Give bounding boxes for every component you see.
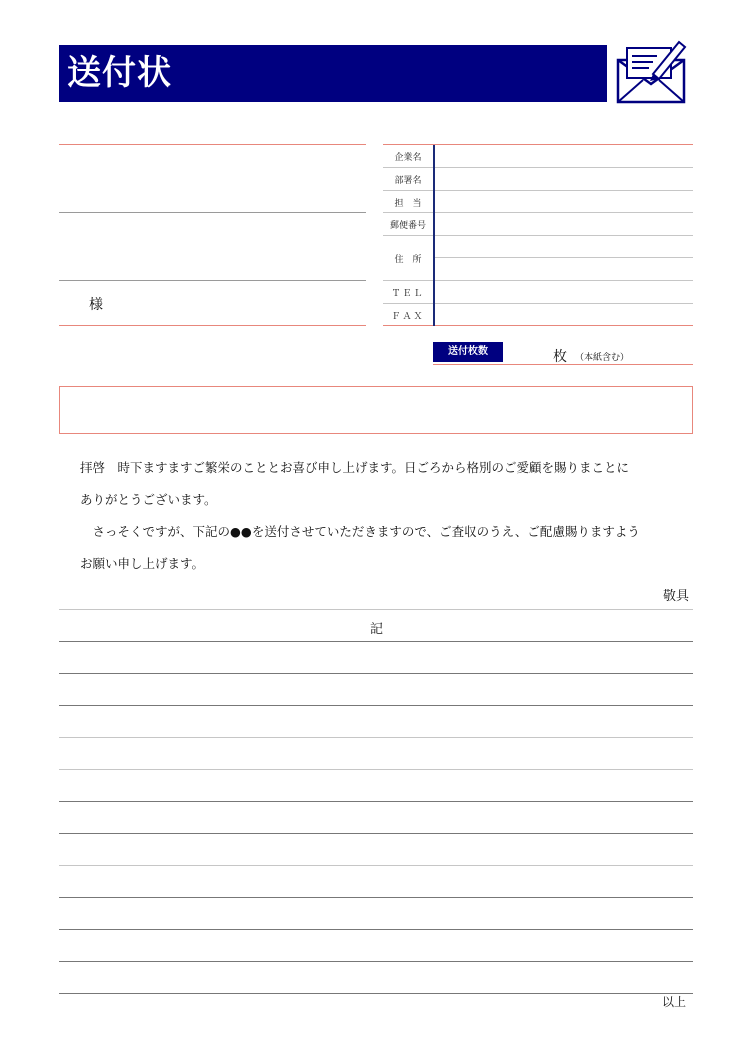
sender-label-address: 住 所: [394, 255, 422, 265]
table-row[interactable]: [59, 929, 693, 930]
page-count-unit: 枚: [553, 349, 567, 365]
table-row[interactable]: [59, 865, 693, 866]
page-count-label: 送付枚数: [433, 342, 503, 362]
items-heading: 記: [370, 622, 384, 637]
closing-keigu: 敬具: [663, 589, 690, 604]
recipient-honorific: 様: [89, 297, 103, 313]
table-row[interactable]: [59, 737, 693, 738]
message-line-2: ありがとうございます。: [80, 492, 217, 507]
table-row[interactable]: [59, 769, 693, 770]
recipient-department-field[interactable]: [59, 280, 366, 281]
sender-label-tel: ＴＥＬ: [391, 289, 425, 299]
page-count-note: （本紙含む）: [575, 353, 630, 363]
sender-label-fax: ＦＡＸ: [391, 312, 425, 322]
table-row[interactable]: [59, 833, 693, 834]
sender-person-field[interactable]: [383, 212, 693, 213]
table-row[interactable]: [59, 673, 693, 674]
sender-label-person: 担 当: [394, 199, 422, 209]
table-row[interactable]: [59, 801, 693, 802]
sender-postal-field[interactable]: [383, 235, 693, 236]
table-row[interactable]: [59, 705, 693, 706]
message-line-3: さっそくですが、下記の●●を送付させていただきますので、ご査収のうえ、ご配慮賜りますよう: [80, 524, 640, 539]
table-row[interactable]: [59, 897, 693, 898]
envelope-pen-icon: [613, 38, 689, 106]
sender-label-postal: 郵便番号: [389, 221, 426, 231]
items-top-line: [59, 609, 693, 610]
recipient-name-field[interactable]: [59, 325, 366, 326]
items-end-ijo: 以上: [662, 995, 687, 1009]
recipient-company-field[interactable]: [59, 212, 366, 213]
table-row[interactable]: [59, 961, 693, 962]
sender-label-department: 部署名: [394, 176, 422, 186]
sender-fax-field[interactable]: [383, 325, 693, 326]
sender-top-line: [383, 144, 693, 145]
message-line-1: 拝啓 時下ますますご繁栄のこととお喜び申し上げます。日ごろから格別のご愛顧を賜りまことに: [80, 460, 630, 475]
sender-tel-field[interactable]: [383, 303, 693, 304]
message-box[interactable]: [59, 386, 693, 434]
page-count-underline: [433, 364, 693, 365]
sender-department-field[interactable]: [383, 190, 693, 191]
sender-address-line2[interactable]: [383, 280, 693, 281]
sender-label-company: 企業名: [394, 153, 422, 163]
sender-company-field[interactable]: [383, 167, 693, 168]
message-line-4: お願い申し上げます。: [80, 556, 205, 571]
page-title: 送付状: [59, 45, 607, 102]
sender-label-divider: [433, 145, 435, 326]
table-row[interactable]: [59, 641, 693, 642]
recipient-top-line: [59, 144, 366, 145]
sender-address-line1[interactable]: [433, 257, 693, 258]
table-row[interactable]: [59, 993, 693, 994]
